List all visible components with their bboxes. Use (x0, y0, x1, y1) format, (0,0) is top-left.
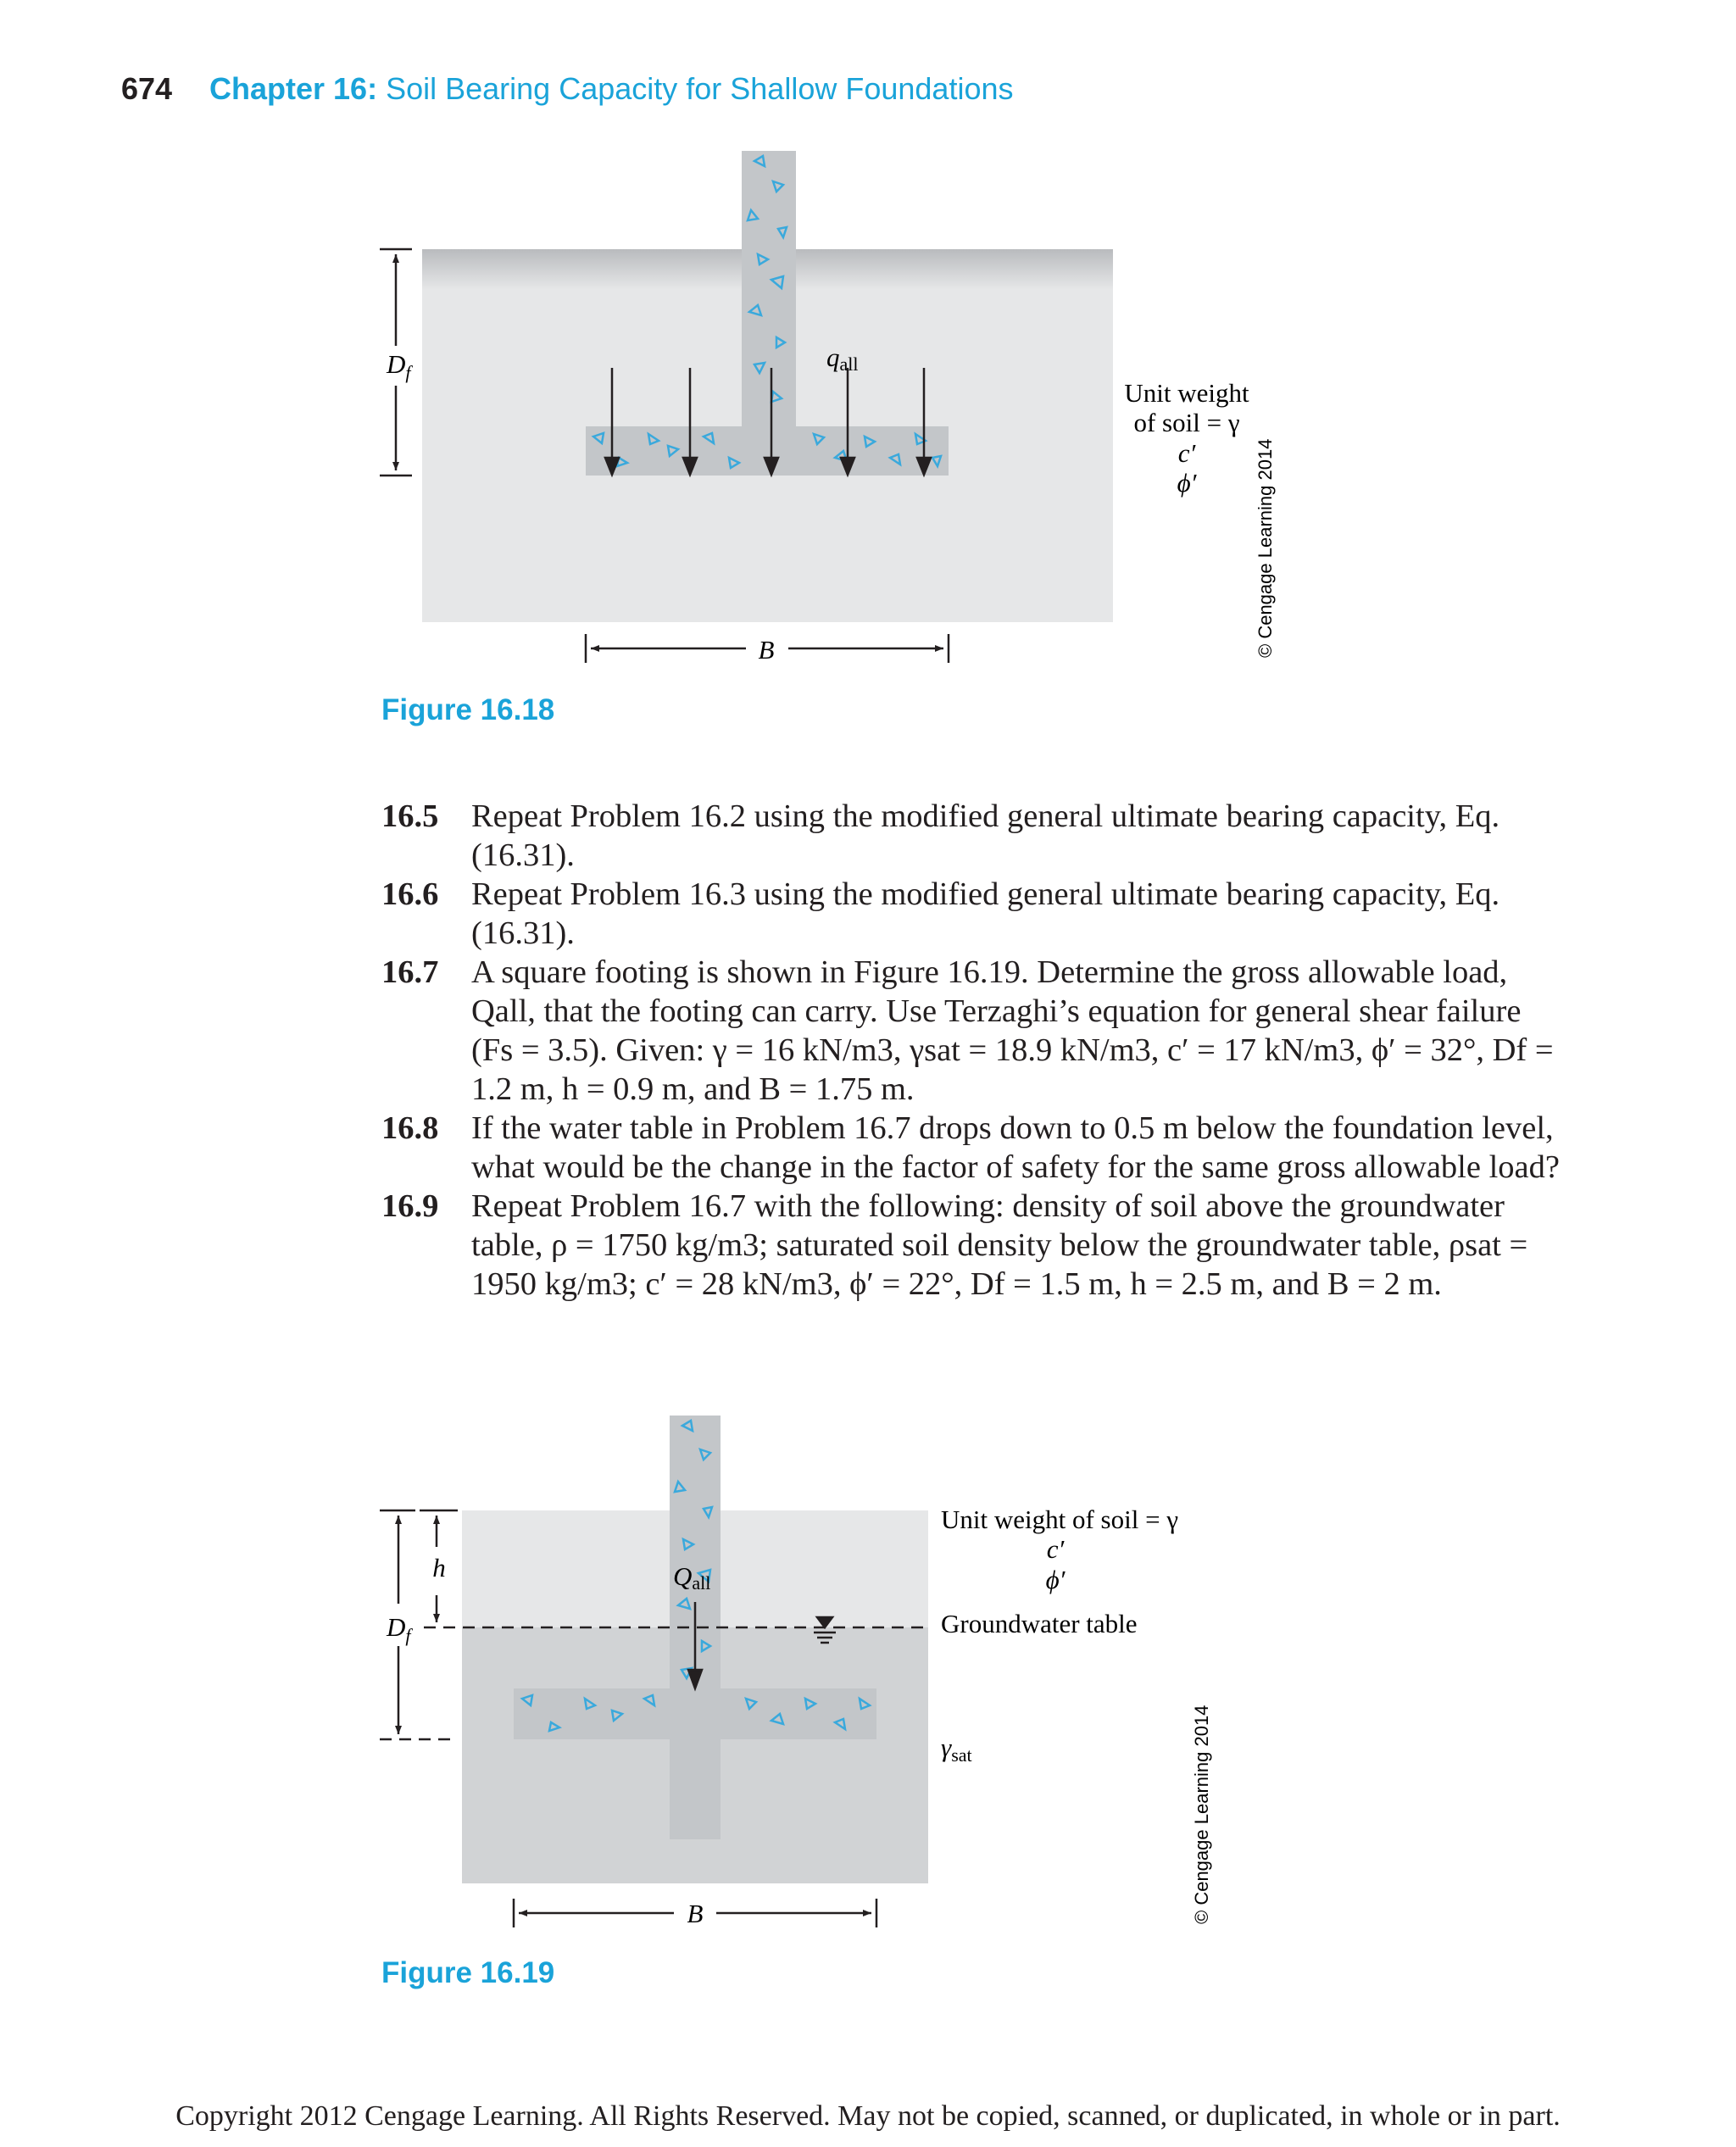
figure-16-18-diagram (0, 0, 1736, 746)
problem-16-8 (381, 1109, 1560, 1187)
problem-number: 16.8 (381, 1110, 439, 1146)
soil-gamma-label: of soil = γ (1133, 408, 1240, 437)
problem-number: 16.6 (381, 876, 439, 912)
problem-text: Repeat Problem 16.2 using the modified general ultimate bearing capacity, Eq. (16.31). (471, 798, 1500, 873)
problem-16-7 (381, 953, 1560, 1109)
df-label: $D_f$ (387, 1612, 411, 1646)
figure-copyright: © Cengage Learning 2014 (1255, 438, 1276, 658)
problem-16-5 (381, 797, 1560, 875)
chapter-title: Soil Bearing Capacity for Shallow Foundations (386, 71, 1014, 106)
page-number: 674 (121, 71, 173, 106)
groundwater-label: Groundwater table (941, 1609, 1138, 1638)
figure-16-18-caption: Figure 16.18 (381, 693, 555, 726)
problem-16-9 (381, 1187, 1560, 1304)
page-copyright: Copyright 2012 Cengage Learning. All Rights Reserved. May not be copied, scanned, or duplicated, in whole or in part. (175, 2100, 1561, 2132)
problem-number: 16.7 (381, 954, 439, 990)
soil-c-label: c′ (1046, 1534, 1065, 1564)
problem-16-6 (381, 875, 1560, 953)
gamma-sat-label: γsat (941, 1733, 972, 1766)
soil-unit-weight-label: Unit weight of soil = γ (941, 1505, 1179, 1534)
soil-phi-label: ϕ′ (1045, 1565, 1066, 1594)
df-label: $D_f$ (387, 349, 411, 383)
problem-number: 16.9 (381, 1188, 439, 1224)
h-label: h (432, 1553, 446, 1582)
figure-copyright: © Cengage Learning 2014 (1191, 1705, 1212, 1924)
b-label: B (758, 635, 775, 665)
problem-text: Repeat Problem 16.7 with the following: density of soil above the groundwater table, ρ = 1750 kg/m3; saturated soil density below the groundwater table, ρsat = 1950 kg/m3; c′ = 28 kN/m3, ϕ′ = 22°, Df = 1.5 m, h = 2.5 m, and B = 2 m. (471, 1188, 1528, 1302)
problem-number: 16.5 (381, 798, 439, 834)
soil-phi-label: ϕ′ (1177, 468, 1197, 498)
problem-list (381, 797, 1560, 1304)
figure-16-19-caption: Figure 16.19 (381, 1956, 555, 1989)
problem-text: Repeat Problem 16.3 using the modified general ultimate bearing capacity, Eq. (16.31). (471, 876, 1500, 951)
problem-text: If the water table in Problem 16.7 drops down to 0.5 m below the foundation level, what would be the change in the factor of safety for the same gross allowable load? (471, 1110, 1560, 1185)
problem-text: A square footing is shown in Figure 16.19. Determine the gross allowable load, Qall, that the footing can carry. Use Terzaghi’s equation for general shear failure (Fs = 3.5). Given: γ = 16 kN/m3, γsat = 18.9 kN/m3, c′ = 17 kN/m3, ϕ′ = 32°, Df = 1.2 m, h = 0.9 m, and B = 1.75 m. (471, 954, 1554, 1107)
qall-label: Qall (673, 1561, 711, 1594)
b-label: B (687, 1899, 704, 1928)
qall-label: qall (826, 342, 859, 375)
chapter-label: Chapter 16: (209, 71, 378, 106)
soil-unit-weight-label: Unit weight (1124, 378, 1249, 408)
soil-c-label: c′ (1177, 438, 1196, 468)
figure-16-19-diagram (0, 1373, 1736, 1958)
